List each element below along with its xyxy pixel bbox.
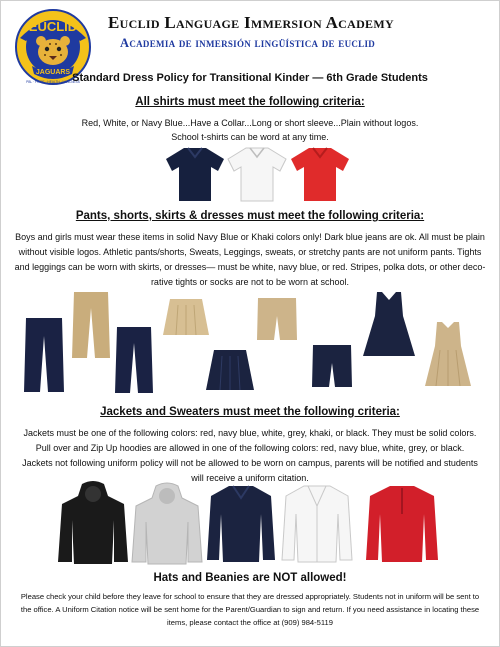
hats-heading: Hats and Beanies are NOT allowed! (153, 572, 347, 584)
grey-hoodie-image (130, 482, 204, 566)
shirts-heading: All shirts must meet the following criteria: (135, 96, 365, 108)
footer-text-1: Please check your child before they leave for school to ensure that they are dressed appropriately. Students not in uniform will be sent to (20, 592, 480, 601)
pants-text-1: Boys and girls must wear these items in solid Navy Blue or Khaki colors only! Dark blue jeans are ok. All must be plain (15, 232, 485, 242)
red-polo-image (289, 145, 351, 203)
footer-text-2: the office. A Uniform Citation notice will be sent home for the Parent/Guardian to sign and return. If you need assistance in locating these (20, 605, 480, 614)
footer-text-3: items, please contact the office at (909) 984-5119 (166, 618, 334, 627)
navy-polo-image (164, 145, 226, 203)
jackets-text-4: will receive a uniform citation. (191, 473, 309, 483)
white-cardigan-image (280, 484, 354, 564)
white-polo-image (226, 145, 288, 203)
navy-jeans-image (22, 316, 66, 394)
school-title: Euclid Language Immersion Academy (108, 13, 394, 32)
jackets-text-1: Jackets must be one of the following colors: red, navy blue, white, grey, khaki, or black. They must be solid colors. (23, 428, 477, 438)
navy-dress-image (362, 290, 416, 358)
logo-ring-text: PBL · PRIDE · HEALTH · WELLNESS (26, 80, 80, 84)
logo-top-text: EUCLID (28, 19, 78, 34)
shirts-text-2: School t-shirts can be word at any time. (171, 132, 329, 142)
khaki-skirt-image (162, 297, 210, 337)
navy-pants-image (114, 325, 154, 395)
khaki-dress-image (424, 320, 472, 388)
navy-skirt-image (205, 348, 255, 392)
school-title-spanish: Academia de inmersión lingüística de euclid (120, 36, 376, 50)
jackets-text-2: Pull over and Zip Up hoodies are allowed in one of the following colors: red, navy blue, white, grey, or black. (35, 443, 465, 453)
jackets-text-3: Jackets not following uniform policy will not be allowed to be worn on campus, parents will be notified and students (22, 458, 478, 468)
pants-heading: Pants, shorts, skirts & dresses must meet the following criteria: (75, 210, 425, 222)
policy-title: Standard Dress Policy for Transitional Kinder — 6th Grade Students (72, 72, 428, 84)
pants-text-2: without visible logos. Athletic pants/shorts, Sweats, Leggings, sweats, or stretchy pants are not uniform pants. Tights (18, 247, 482, 257)
logo-bottom-text: JAGUARS (35, 69, 71, 76)
navy-shorts-image (311, 343, 353, 389)
jackets-heading: Jackets and Sweaters must meet the following criteria: (100, 406, 400, 418)
pants-text-3: and leggings can be worn with skirts, or dresses— must be white, navy blue, or red. Stripes, polka dots, or other deco- (14, 262, 486, 272)
navy-sweater-image (205, 484, 277, 564)
pants-text-4: rative tights or socks are not to be worn at school. (150, 277, 350, 287)
khaki-shorts-image (256, 296, 298, 342)
khaki-pants-image (71, 290, 111, 360)
red-zip-sweater-image (364, 484, 440, 564)
black-hoodie-image (56, 480, 130, 566)
shirts-text-1: Red, White, or Navy Blue...Have a Collar...Long or short sleeve...Plain without logos. (81, 118, 419, 128)
